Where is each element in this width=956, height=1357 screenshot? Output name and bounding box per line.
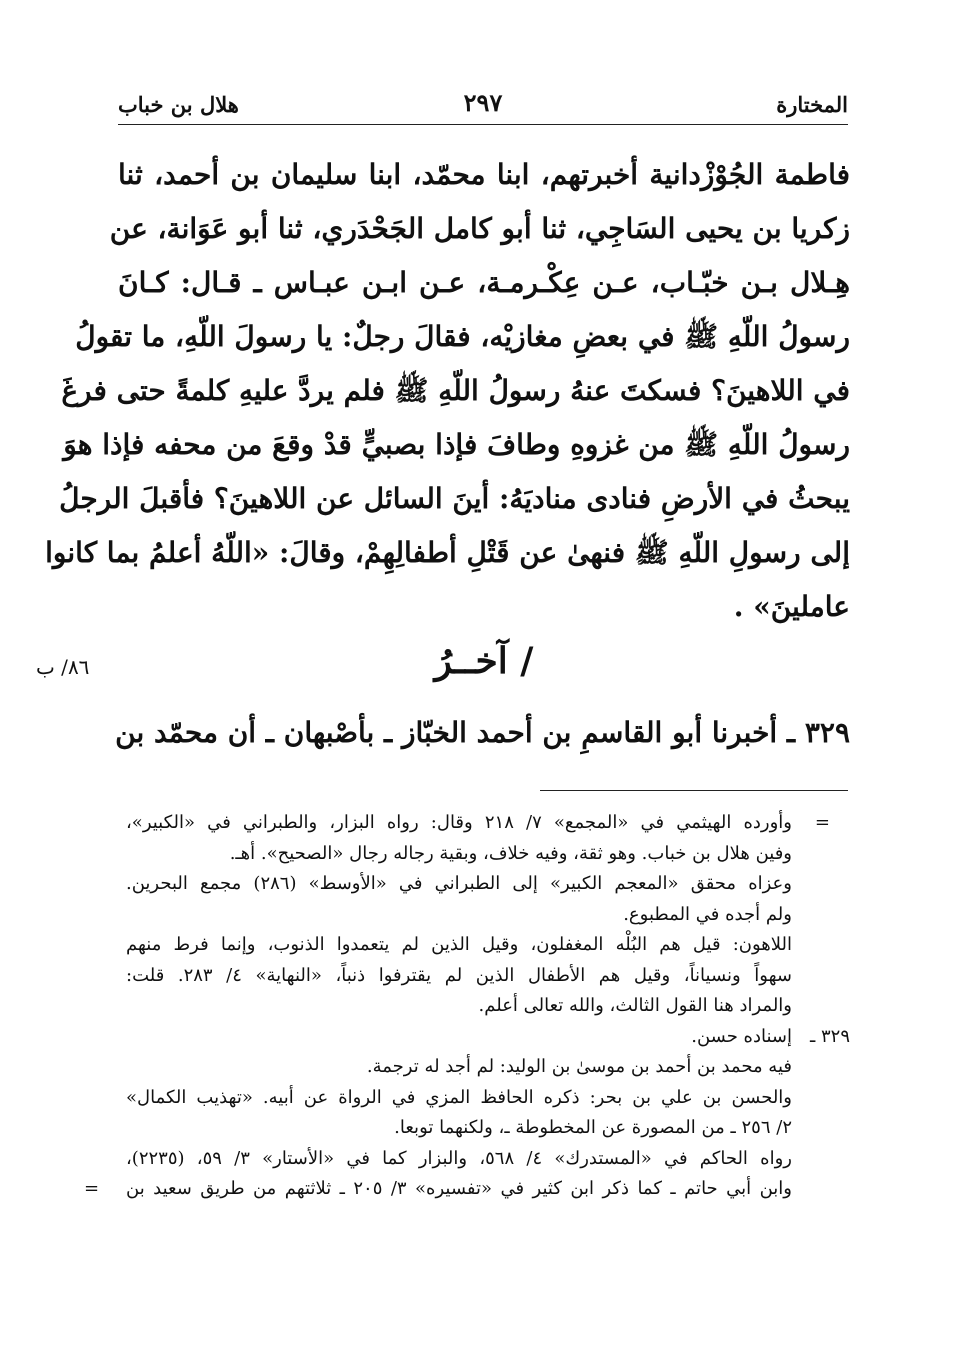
- footnote-line: [118, 900, 850, 931]
- text-line: زكريا بن يحيى السَاجِي، ثنا أبو كامل الجَحْدَري، ثنا أبو عَوَانة، عن: [109, 212, 850, 245]
- footnote-text: فيه محمد بن أحمد بن موسىٰ بن الوليد: لم أجد له ترجمة.: [366, 1056, 792, 1077]
- footnote-text: سهواً ونسياناً، وقيل هم الأطفال الذين لم يقترفوا ذنباً، «النهاية» ٤/ ٢٨٣. قلت:: [126, 964, 792, 986]
- page-number: ٢٩٧: [463, 88, 503, 117]
- hadith-entry-start: ٣٢٩ ـ أخبرنا أبو القاسمِ بن أحمد الخبّاز ـ بأصْبهان ـ أن محمّد بن: [115, 716, 850, 749]
- footnote-line: [118, 1022, 850, 1053]
- footnote-divider: [540, 790, 848, 791]
- footnote-line: [118, 1113, 850, 1144]
- text-line: رسولُ اللّهِ ﷺ من غزوهِ وطافَ فإذا بصبيٍّ قدْ وقعَ من محفه فإذا هوَ: [63, 428, 850, 461]
- footnote-number: ٣٢٩ ـ: [809, 1025, 850, 1047]
- section-heading: / آخــرُ: [434, 640, 534, 682]
- text-line: هِـلال بـن خبّـاب، عـن عِكْـرمـة، عـن ابـن عبـاس ـ قـال: كـانَ: [118, 266, 850, 299]
- footnote-line: [118, 991, 850, 1022]
- footnote-text: اللاهون: قيل هم البُلْه المغفلون، وقيل الذين لم يتعمدوا الذنوب، وإنما فرط منهم: [126, 934, 792, 955]
- footnote-line: [118, 1052, 850, 1083]
- footnote-text: ٢/ ٢٥٦ ـ من المصورة عن المخطوطة ـ، ولكنهما توبعا.: [394, 1117, 792, 1138]
- footnote-text: والمراد هنا القول الثالث، والله تعالى أعلم.: [478, 995, 792, 1016]
- footnote-line: [118, 1144, 850, 1175]
- footnote-text: ولم أجده في المطبوع.: [623, 903, 792, 925]
- footnote-text: وأورده الهيثمي في «المجمع» ٧/ ٢١٨ وقال: رواه البزار، والطبراني في «الكبير»،: [126, 812, 792, 833]
- footnote-line: [118, 1083, 850, 1114]
- text-line: رسولُ اللّهِ ﷺ في بعضِ مغازيْه، فقالَ رجلٌ: يا رسولَ اللّهِ، ما تقولُ: [75, 320, 850, 353]
- footnote-line: [118, 869, 850, 900]
- book-title: المختارة: [776, 92, 848, 117]
- footnote-line: [118, 808, 850, 839]
- continuation-marker: =: [814, 812, 830, 833]
- text-line: يبحثُ في الأرضِ فنادى مناديَهُ: أينَ السائل عن اللاهينَ؟ فأقبلَ الرجلُ: [59, 482, 850, 515]
- text-line: عاملينَ» .: [733, 590, 850, 623]
- manuscript-folio-note: ٨٦/ ب: [36, 655, 90, 679]
- footnote-line: [84, 1174, 850, 1205]
- footnotes: [84, 808, 850, 1205]
- footnote-text: وعزاه محقق «المعجم الكبير» إلى الطبراني في «الأوسط» (٢٨٦) مجمع البحرين.: [126, 873, 792, 894]
- chapter-title: هلال بن خباب: [118, 92, 239, 117]
- text-line: فاطمة الجُوْزْدانية أخبرتهم، ابنا محمّد، ابنا سليمان بن أحمد، ثنا: [118, 158, 850, 191]
- header-divider: [118, 124, 848, 125]
- footnote-line: [118, 930, 850, 961]
- main-text: [45, 148, 850, 634]
- footnote-text: وابن أبي حاتم ـ كما ذكر ابن كثير في «تفسيره» ٣/ ٢٠٥ ـ ثلاثتهم من طريق سعيد بن: [126, 1178, 792, 1199]
- running-header: [118, 86, 848, 126]
- text-line: في اللاهينَ؟ فسكتَ عنهُ رسولُ اللّهِ ﷺ فلم يردَّ عليهِ كلمةً حتى فرغَ: [61, 374, 850, 407]
- continuation-marker: =: [84, 1178, 100, 1199]
- footnote-text: وفين هلال بن خباب. وهو ثقة، وفيه خلاف، وبقية رجاله رجال «الصحيح». أهـ.: [229, 842, 792, 864]
- footnote-text: إسناده حسن.: [691, 1025, 792, 1047]
- text-line: إلى رسولِ اللّهِ ﷺ فنهىٰ عن قَتْلِ أطفالِهِمْ، وقالَ: «اللّهُ أعلمُ بما كانوا: [45, 536, 850, 569]
- footnote-text: رواه الحاكم في «المستدرك» ٤/ ٥٦٨، والبزار كما في «الأستار» ٣/ ٥٩، (٢٢٣٥)،: [126, 1147, 792, 1169]
- footnote-line: [118, 961, 850, 992]
- footnote-line: [118, 839, 850, 870]
- footnote-text: والحسن بن علي بن بحر: ذكره الحافظ المزي في الرواة عن أبيه. «تهذيب الكمال»: [126, 1086, 792, 1108]
